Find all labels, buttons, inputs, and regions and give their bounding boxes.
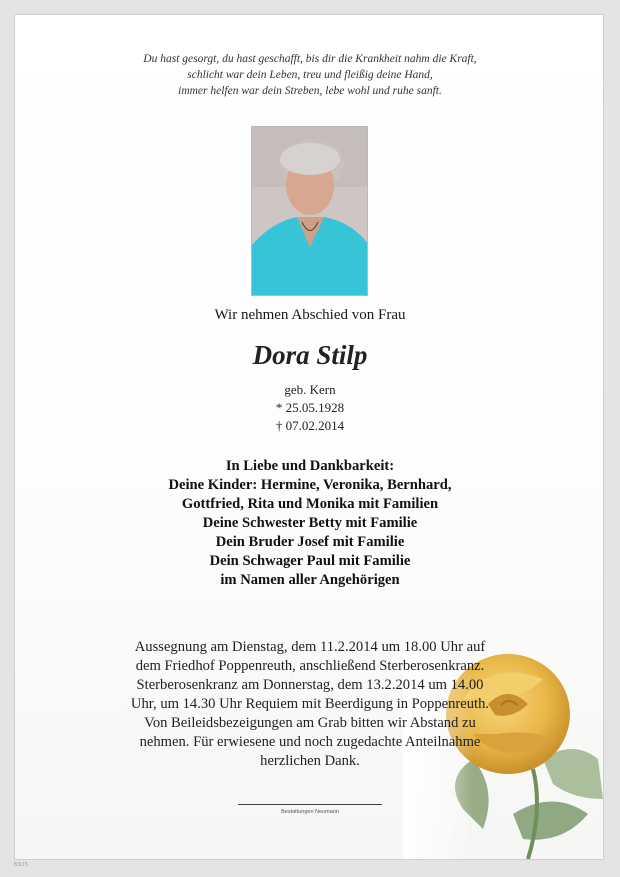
mourners-list xyxy=(15,457,604,590)
verse-line: immer helfen war dein Streben, lebe wohl und ruhe sanft. xyxy=(178,85,442,97)
undertaker-credit: Bestattungen Neumann xyxy=(281,809,339,815)
life-dates xyxy=(15,381,604,435)
deceased-name: Dora Stilp xyxy=(252,340,368,370)
mourner-line: Dein Schwager Paul mit Familie xyxy=(209,553,411,569)
farewell-intro: Wir nehmen Abschied von Frau xyxy=(214,307,406,323)
service-line: Aussegnung am Dienstag, dem 11.2.2014 um 18.00 Uhr auf xyxy=(134,639,486,655)
verse-line: schlicht war dein Leben, treu und fleißig deine Hand, xyxy=(187,69,433,81)
obituary-card xyxy=(14,14,604,860)
mourner-line: Gottfried, Rita und Monika mit Familien xyxy=(181,496,439,512)
service-line: Sterberosenkranz am Donnerstag, dem 13.2.2014 um 14.00 xyxy=(136,677,484,693)
maiden-name: geb. Kern xyxy=(284,382,336,397)
service-line: Uhr, um 14.30 Uhr Requiem mit Beerdigung in Poppenreuth. xyxy=(130,696,490,712)
mourner-line: im Namen aller Angehörigen xyxy=(220,572,400,588)
signature-divider xyxy=(238,804,382,805)
birth-date: * 25.05.1928 xyxy=(275,400,345,415)
service-line: nehmen. Für erwiesene und noch zugedachte Anteilnahme xyxy=(139,734,481,750)
mourner-line: In Liebe und Dankbarkeit: xyxy=(225,458,395,474)
service-details xyxy=(95,638,525,771)
mourner-line: Deine Schwester Betty mit Familie xyxy=(202,515,418,531)
service-line: Von Beileidsbezeigungen am Grab bitten wir Abstand zu xyxy=(144,715,476,731)
mourner-line: Dein Bruder Josef mit Familie xyxy=(215,534,405,550)
footer-code: BS15 xyxy=(14,862,29,868)
mourner-line: Deine Kinder: Hermine, Veronika, Bernhard, xyxy=(168,477,452,493)
death-date: † 07.02.2014 xyxy=(275,418,345,433)
service-line: dem Friedhof Poppenreuth, anschließend Sterberosenkranz. xyxy=(135,658,485,674)
service-line: herzlichen Dank. xyxy=(260,753,360,769)
portrait-photo xyxy=(251,126,368,296)
verse-line: Du hast gesorgt, du hast geschafft, bis dir die Krankheit nahm die Kraft, xyxy=(143,53,477,65)
portrait-illustration xyxy=(252,127,368,296)
memorial-verse xyxy=(15,51,604,99)
